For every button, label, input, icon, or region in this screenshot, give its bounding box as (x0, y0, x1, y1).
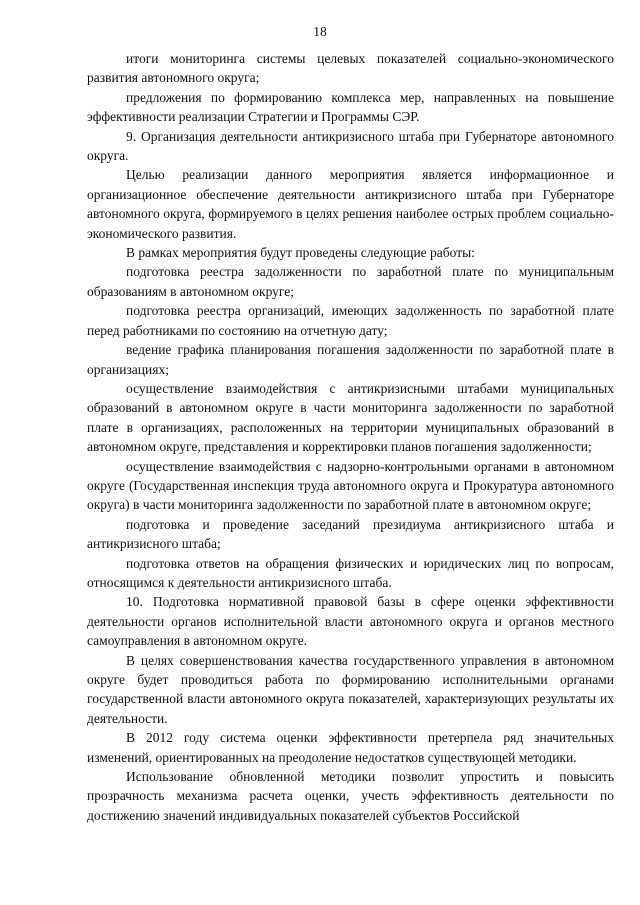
paragraph: В 2012 году система оценки эффективности претерпела ряд значительных изменений, ориентированных на преодоление недостатков существующей методики. (87, 730, 614, 765)
list-item: подготовка реестра организаций, имеющих задолженность по заработной плате перед работниками по состоянию на отчетную дату; (87, 303, 614, 338)
paragraph: В целях совершенствования качества государственного управления в автономном округе будет проводиться работа по формированию исполнительными органами государственной власти автономного округа показателей, характеризующих результаты их деятельности. (87, 652, 614, 726)
list-item: ведение графика планирования погашения задолженности по заработной плате в организациях; (87, 342, 614, 377)
list-item: подготовка и проведение заседаний президиума антикризисного штаба и антикризисного штаба; (87, 516, 614, 552)
section-heading: 9. Организация деятельности антикризисного штаба при Губернаторе автономного округа. (87, 128, 614, 164)
paragraph: предложения по формированию комплекса мер, направленных на повышение эффективности реализации Стратегии и Программы СЭР. (87, 89, 614, 125)
list-item: подготовка ответов на обращения физических и юридических лиц по вопросам, относящимся к деятельности антикризисного штаба. (87, 555, 614, 590)
list-item: осуществление взаимодействия с надзорно-контрольными органами в автономном округе (Государственная инспекция труда автономного округа и Прокуратура автономного округа) в части мониторинга задолженности по заработной плате в автономном округе; (87, 458, 614, 513)
section-heading: 10. Подготовка нормативной правовой базы в сфере оценки эффективности деятельности органов исполнительной власти автономного округа и органов местного самоуправления в автономном округе. (87, 594, 614, 649)
list-item: осуществление взаимодействия с антикризисными штабами муниципальных образований в автономном округе в части мониторинга задолженности по заработной плате в организациях, расположенных на территории муниципальных образований в автономном округе, представления и корректировки планов погашения задолженности; (87, 380, 614, 455)
paragraph: Использование обновленной методики позволит упростить и повысить прозрачность механизма расчета оценки, учесть эффективность деятельности по достижению значений индивидуальных показателей субъектов Российской (87, 769, 614, 823)
document-body (87, 49, 614, 825)
paragraph: итоги мониторинга системы целевых показателей социально-экономического развития автономного округа; (87, 51, 614, 86)
list-item: подготовка реестра задолженности по заработной плате по муниципальным образованиям в автономном округе; (87, 264, 614, 299)
paragraph: В рамках мероприятия будут проведены следующие работы: (126, 245, 475, 261)
page-number: 18 (313, 24, 327, 39)
paragraph: Целью реализации данного мероприятия является информационное и организационное обеспечение деятельности антикризисного штаба при Губернаторе автономного округа, формируемого в целях решения наиболее острых проблем социально-экономического развития. (87, 167, 614, 241)
